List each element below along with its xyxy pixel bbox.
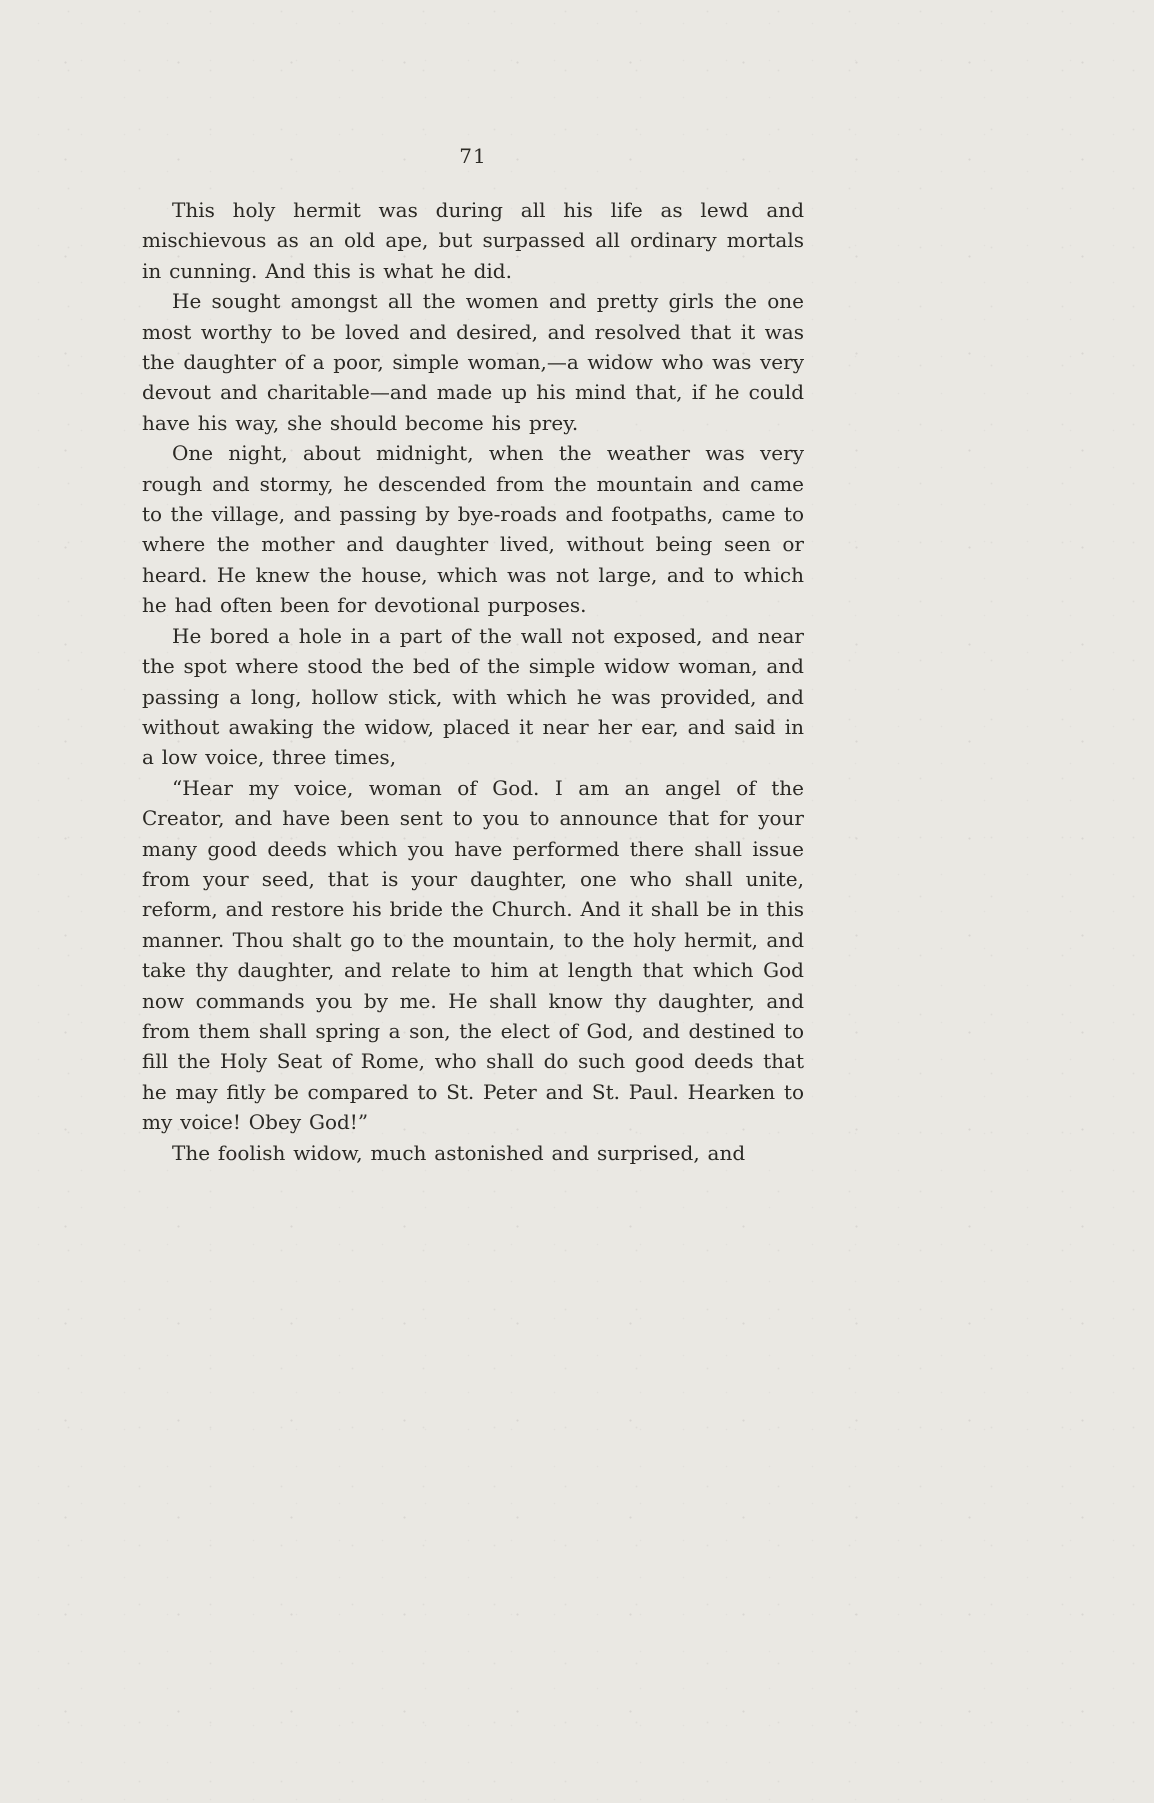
paragraph: He sought amongst all the women and pretty girls the one most worthy to be loved and desired, and resolved that it was the daughter of a poor, simple woman,—a widow who was very devout and charitable—and made up his mind that, if he could have his way, she should become his prey. <box>142 289 804 435</box>
page-text <box>142 195 804 1168</box>
paragraph: One night, about midnight, when the weather was very rough and stormy, he descended from the mountain and came to the village, and passing by bye-roads and footpaths, came to where the mother and daughter lived, without being seen or heard. He knew the house, which was not large, and to which he had often been for devotional purposes. <box>142 441 804 618</box>
page-number: 71 <box>459 144 487 168</box>
paragraph: He bored a hole in a part of the wall not exposed, and near the spot where stood the bed of the simple widow woman, and passing a long, hollow stick, with which he was provided, and without awaking the widow, placed it near her ear, and said in a low voice, three times, <box>142 623 804 770</box>
paragraph: The foolish widow, much astonished and surprised, and <box>172 1140 746 1165</box>
paragraph: This holy hermit was during all his life as lewd and mischievous as an old ape, but surpassed all ordinary mortals in cunning. And this is what he did. <box>142 198 804 283</box>
paragraph: “Hear my voice, woman of God. I am an angel of the Creator, and have been sent to you to announce that for your many good deeds which you have performed there shall issue from your seed, that is your daughter, one who shall unite, reform, and restore his bride the Church. And it shall be in this manner. Thou shalt go to the mountain, to the holy hermit, and take thy daughter, and relate to him at length that which God now commands you by me. He shall know thy daughter, and from them shall spring a son, the elect of God, and destined to fill the Holy Seat of Rome, who shall do such good deeds that he may fitly be compared to St. Peter and St. Paul. Hearken to my voice! Obey God!” <box>142 775 804 1135</box>
